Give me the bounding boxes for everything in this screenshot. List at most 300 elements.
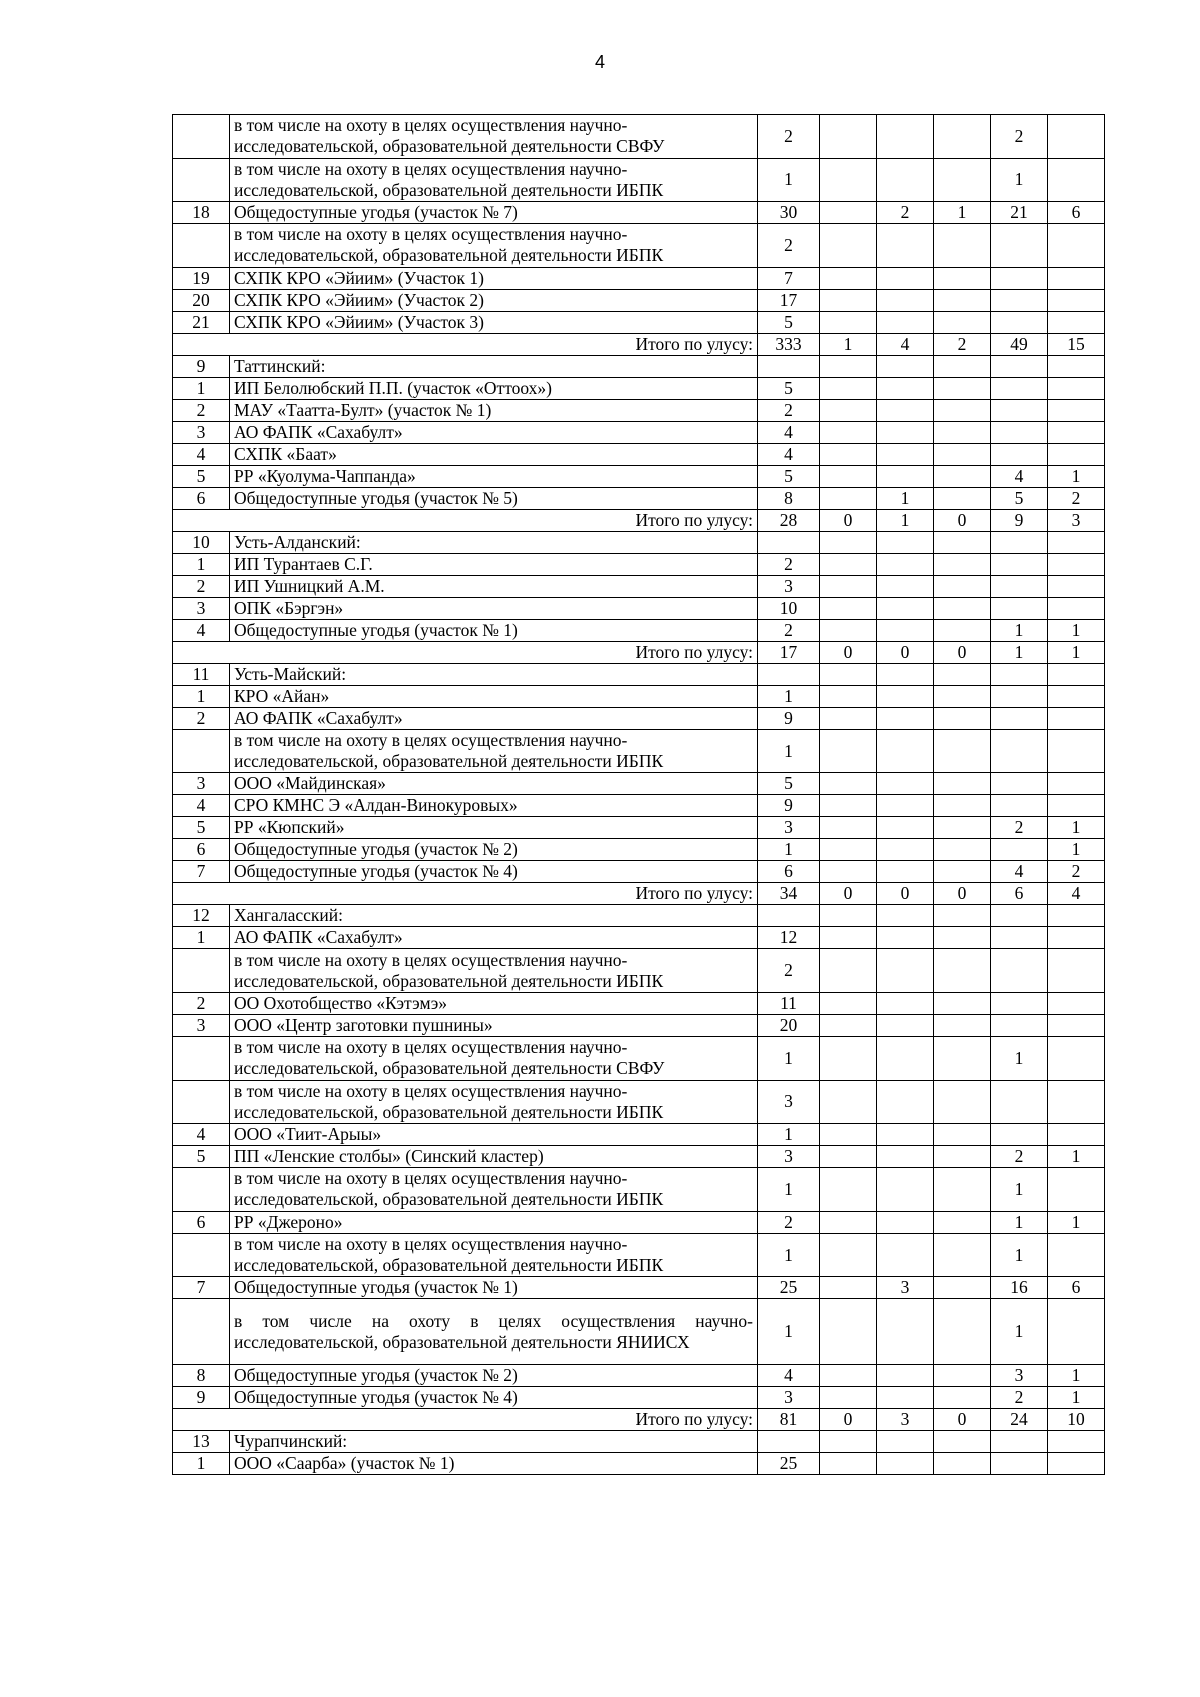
value-cell: 2 <box>758 553 820 575</box>
value-cell: 6 <box>758 861 820 883</box>
value-cell <box>934 1299 991 1364</box>
value-cell <box>934 795 991 817</box>
row-number: 5 <box>173 1146 230 1168</box>
table-row <box>173 729 1105 773</box>
table-row <box>173 158 1105 202</box>
value-cell: 3 <box>758 817 820 839</box>
value-cell <box>991 267 1048 289</box>
value-cell: 5 <box>991 487 1048 509</box>
value-cell <box>1048 1036 1105 1080</box>
table-row <box>173 1299 1105 1364</box>
value-cell: 0 <box>820 641 877 663</box>
value-cell <box>1048 795 1105 817</box>
value-cell: 8 <box>758 487 820 509</box>
table-row <box>173 202 1105 224</box>
row-number <box>173 158 230 202</box>
value-cell <box>877 1036 934 1080</box>
value-cell <box>1048 311 1105 333</box>
row-name: АО ФАПК «Сахабулт» <box>230 421 758 443</box>
value-cell: 0 <box>820 883 877 905</box>
value-cell: 3 <box>758 1146 820 1168</box>
value-cell <box>877 729 934 773</box>
table-row <box>173 773 1105 795</box>
value-cell: 30 <box>758 202 820 224</box>
value-cell <box>820 531 877 553</box>
row-number: 2 <box>173 575 230 597</box>
value-cell <box>934 1277 991 1299</box>
value-cell <box>991 795 1048 817</box>
value-cell <box>991 839 1048 861</box>
row-number: 10 <box>173 531 230 553</box>
table-row <box>173 115 1105 159</box>
value-cell <box>934 597 991 619</box>
value-cell: 3 <box>877 1277 934 1299</box>
row-number: 1 <box>173 685 230 707</box>
value-cell <box>934 158 991 202</box>
value-cell: 0 <box>934 1408 991 1430</box>
value-cell <box>877 992 934 1014</box>
value-cell <box>934 377 991 399</box>
row-number: 11 <box>173 663 230 685</box>
value-cell <box>934 399 991 421</box>
table-row <box>173 1277 1105 1299</box>
value-cell <box>934 1430 991 1452</box>
value-cell <box>1048 267 1105 289</box>
row-name: в том числе на охоту в целях осуществления научно-исследовательской, образовательной деятельности ИБПК <box>230 1233 758 1277</box>
value-cell: 1 <box>1048 1146 1105 1168</box>
value-cell <box>820 1211 877 1233</box>
row-number: 21 <box>173 311 230 333</box>
value-cell <box>820 597 877 619</box>
value-cell <box>991 1452 1048 1474</box>
row-number: 5 <box>173 817 230 839</box>
table-row <box>173 1036 1105 1080</box>
row-number: 5 <box>173 465 230 487</box>
value-cell <box>1048 729 1105 773</box>
value-cell <box>877 685 934 707</box>
value-cell: 1 <box>758 1124 820 1146</box>
value-cell <box>877 1386 934 1408</box>
value-cell <box>877 949 934 993</box>
total-row <box>173 333 1105 355</box>
value-cell <box>820 817 877 839</box>
value-cell <box>877 1233 934 1277</box>
total-row <box>173 641 1105 663</box>
table-row <box>173 1452 1105 1474</box>
value-cell: 1 <box>991 1233 1048 1277</box>
value-cell: 9 <box>758 795 820 817</box>
value-cell <box>1048 289 1105 311</box>
value-cell <box>1048 421 1105 443</box>
row-number: 1 <box>173 1452 230 1474</box>
value-cell <box>877 575 934 597</box>
quota-table <box>172 114 1105 1475</box>
value-cell <box>877 1452 934 1474</box>
value-cell <box>1048 905 1105 927</box>
value-cell <box>820 1277 877 1299</box>
value-cell <box>758 531 820 553</box>
value-cell <box>991 949 1048 993</box>
table-row <box>173 619 1105 641</box>
value-cell: 1 <box>1048 641 1105 663</box>
value-cell <box>934 905 991 927</box>
row-number: 8 <box>173 1364 230 1386</box>
value-cell: 0 <box>820 1408 877 1430</box>
row-name: в том числе на охоту в целях осуществления научно-исследовательской, образовательной деятельности ИБПК <box>230 949 758 993</box>
value-cell: 2 <box>758 1211 820 1233</box>
table-row <box>173 1014 1105 1036</box>
value-cell: 0 <box>934 509 991 531</box>
value-cell <box>820 1080 877 1124</box>
row-name: АО ФАПК «Сахабулт» <box>230 707 758 729</box>
value-cell <box>1048 575 1105 597</box>
row-number <box>173 1168 230 1212</box>
value-cell <box>877 1168 934 1212</box>
value-cell <box>1048 992 1105 1014</box>
value-cell <box>934 1386 991 1408</box>
table-row <box>173 421 1105 443</box>
value-cell <box>991 443 1048 465</box>
value-cell: 4 <box>877 333 934 355</box>
value-cell <box>991 575 1048 597</box>
value-cell <box>877 1124 934 1146</box>
district-name: Чурапчинский: <box>230 1430 758 1452</box>
value-cell: 1 <box>991 619 1048 641</box>
value-cell <box>991 421 1048 443</box>
value-cell <box>758 905 820 927</box>
total-label: Итого по улусу: <box>173 641 758 663</box>
value-cell <box>1048 773 1105 795</box>
value-cell <box>934 619 991 641</box>
value-cell <box>991 531 1048 553</box>
value-cell: 1 <box>991 1036 1048 1080</box>
value-cell <box>820 267 877 289</box>
row-name: ООО «Саарба» (участок № 1) <box>230 1452 758 1474</box>
value-cell <box>991 685 1048 707</box>
table-row <box>173 707 1105 729</box>
value-cell <box>877 311 934 333</box>
row-number <box>173 949 230 993</box>
value-cell: 5 <box>758 311 820 333</box>
table-row <box>173 1124 1105 1146</box>
value-cell: 12 <box>758 927 820 949</box>
value-cell <box>877 465 934 487</box>
value-cell: 1 <box>1048 1211 1105 1233</box>
total-label: Итого по улусу: <box>173 509 758 531</box>
value-cell <box>877 707 934 729</box>
value-cell <box>877 795 934 817</box>
value-cell <box>820 355 877 377</box>
value-cell <box>991 905 1048 927</box>
row-number <box>173 224 230 268</box>
value-cell <box>991 1080 1048 1124</box>
total-row <box>173 1408 1105 1430</box>
value-cell <box>934 311 991 333</box>
value-cell: 4 <box>758 1364 820 1386</box>
table-row <box>173 597 1105 619</box>
value-cell: 2 <box>991 115 1048 159</box>
value-cell <box>934 553 991 575</box>
row-name: в том числе на охоту в целях осуществления научно-исследовательской, образовательной деятельности ИБПК <box>230 1168 758 1212</box>
table-row <box>173 795 1105 817</box>
value-cell <box>934 355 991 377</box>
value-cell <box>934 1124 991 1146</box>
value-cell <box>820 289 877 311</box>
value-cell <box>1048 1014 1105 1036</box>
row-name: ОО Охотобщество «Кэтэмэ» <box>230 992 758 1014</box>
value-cell <box>877 597 934 619</box>
value-cell <box>991 377 1048 399</box>
value-cell: 25 <box>758 1277 820 1299</box>
value-cell <box>877 531 934 553</box>
value-cell <box>877 927 934 949</box>
row-number: 4 <box>173 1124 230 1146</box>
row-number: 3 <box>173 421 230 443</box>
value-cell: 81 <box>758 1408 820 1430</box>
value-cell <box>820 992 877 1014</box>
value-cell <box>820 685 877 707</box>
value-cell <box>820 553 877 575</box>
value-cell: 3 <box>758 575 820 597</box>
value-cell <box>877 443 934 465</box>
page-number: 4 <box>594 52 605 72</box>
value-cell: 1 <box>1048 465 1105 487</box>
value-cell: 0 <box>877 641 934 663</box>
value-cell <box>820 202 877 224</box>
value-cell: 0 <box>820 509 877 531</box>
table-row <box>173 949 1105 993</box>
value-cell <box>1048 1452 1105 1474</box>
value-cell: 3 <box>758 1080 820 1124</box>
row-number <box>173 1233 230 1277</box>
row-number <box>173 115 230 159</box>
value-cell: 2 <box>991 1386 1048 1408</box>
row-name: ООО «Центр заготовки пушнины» <box>230 1014 758 1036</box>
value-cell: 3 <box>991 1364 1048 1386</box>
value-cell: 1 <box>758 729 820 773</box>
value-cell <box>820 1364 877 1386</box>
value-cell <box>934 949 991 993</box>
value-cell: 1 <box>1048 1386 1105 1408</box>
district-row <box>173 663 1105 685</box>
value-cell <box>820 465 877 487</box>
row-name: в том числе на охоту в целях осуществления научно-исследовательской, образовательной деятельности ИБПК <box>230 1080 758 1124</box>
row-name: ИП Белолюбский П.П. (участок «Оттоох») <box>230 377 758 399</box>
row-name: Общедоступные угодья (участок № 4) <box>230 1386 758 1408</box>
value-cell: 28 <box>758 509 820 531</box>
value-cell <box>820 377 877 399</box>
value-cell: 1 <box>877 509 934 531</box>
district-row <box>173 1430 1105 1452</box>
row-number: 12 <box>173 905 230 927</box>
table-row <box>173 289 1105 311</box>
value-cell: 16 <box>991 1277 1048 1299</box>
row-number: 13 <box>173 1430 230 1452</box>
row-number: 1 <box>173 377 230 399</box>
value-cell <box>820 487 877 509</box>
value-cell <box>991 311 1048 333</box>
table-row <box>173 487 1105 509</box>
row-name: ООО «Тиит-Арыы» <box>230 1124 758 1146</box>
value-cell: 1 <box>934 202 991 224</box>
value-cell <box>1048 1168 1105 1212</box>
value-cell: 20 <box>758 1014 820 1036</box>
value-cell: 9 <box>991 509 1048 531</box>
table-row <box>173 575 1105 597</box>
value-cell <box>934 992 991 1014</box>
value-cell <box>877 267 934 289</box>
value-cell: 4 <box>1048 883 1105 905</box>
table-row <box>173 839 1105 861</box>
value-cell <box>1048 115 1105 159</box>
table-row <box>173 1386 1105 1408</box>
value-cell <box>991 1124 1048 1146</box>
row-name: Общедоступные угодья (участок № 2) <box>230 839 758 861</box>
value-cell <box>934 1211 991 1233</box>
value-cell <box>758 355 820 377</box>
total-row <box>173 509 1105 531</box>
value-cell: 6 <box>991 883 1048 905</box>
value-cell <box>820 729 877 773</box>
total-label: Итого по улусу: <box>173 333 758 355</box>
value-cell: 1 <box>820 333 877 355</box>
row-number: 7 <box>173 1277 230 1299</box>
value-cell: 1 <box>1048 619 1105 641</box>
row-number: 6 <box>173 839 230 861</box>
value-cell <box>1048 355 1105 377</box>
value-cell <box>877 1364 934 1386</box>
value-cell <box>934 1014 991 1036</box>
table-row <box>173 267 1105 289</box>
value-cell: 6 <box>1048 202 1105 224</box>
value-cell <box>1048 949 1105 993</box>
value-cell <box>877 1211 934 1233</box>
row-name: МАУ «Таатта-Булт» (участок № 1) <box>230 399 758 421</box>
value-cell: 24 <box>991 1408 1048 1430</box>
value-cell: 49 <box>991 333 1048 355</box>
value-cell: 1 <box>758 1233 820 1277</box>
row-name: КРО «Айан» <box>230 685 758 707</box>
row-number <box>173 1299 230 1364</box>
table-row <box>173 1211 1105 1233</box>
value-cell <box>877 663 934 685</box>
row-name: ИП Турантаев С.Г. <box>230 553 758 575</box>
value-cell <box>934 861 991 883</box>
value-cell <box>934 707 991 729</box>
district-name: Таттинский: <box>230 355 758 377</box>
value-cell <box>877 115 934 159</box>
row-number: 4 <box>173 619 230 641</box>
row-number: 2 <box>173 992 230 1014</box>
value-cell <box>877 773 934 795</box>
value-cell <box>1048 224 1105 268</box>
table-row <box>173 992 1105 1014</box>
row-number: 4 <box>173 795 230 817</box>
value-cell: 2 <box>758 949 820 993</box>
table-row <box>173 1080 1105 1124</box>
row-name: в том числе на охоту в целях осуществления научно-исследовательской, образовательной деятельности ИБПК <box>230 224 758 268</box>
value-cell <box>1048 553 1105 575</box>
total-label: Итого по улусу: <box>173 1408 758 1430</box>
value-cell <box>1048 377 1105 399</box>
value-cell <box>877 399 934 421</box>
row-name: СХПК КРО «Эйиим» (Участок 1) <box>230 267 758 289</box>
value-cell: 11 <box>758 992 820 1014</box>
value-cell <box>991 399 1048 421</box>
value-cell: 10 <box>758 597 820 619</box>
value-cell: 1 <box>991 641 1048 663</box>
value-cell: 1 <box>758 1168 820 1212</box>
row-name: в том числе на охоту в целях осуществления научно-исследовательской, образовательной деятельности СВФУ <box>230 115 758 159</box>
value-cell <box>877 817 934 839</box>
value-cell <box>934 1146 991 1168</box>
value-cell <box>820 927 877 949</box>
value-cell <box>820 443 877 465</box>
value-cell <box>934 773 991 795</box>
table-row <box>173 1168 1105 1212</box>
value-cell: 5 <box>758 773 820 795</box>
value-cell <box>877 1299 934 1364</box>
value-cell <box>820 224 877 268</box>
table-row <box>173 443 1105 465</box>
row-name: СХПК КРО «Эйиим» (Участок 3) <box>230 311 758 333</box>
value-cell: 2 <box>1048 487 1105 509</box>
value-cell: 2 <box>1048 861 1105 883</box>
value-cell <box>934 575 991 597</box>
table-row <box>173 1146 1105 1168</box>
value-cell <box>877 905 934 927</box>
row-number: 3 <box>173 1014 230 1036</box>
value-cell <box>934 267 991 289</box>
row-name: РР «Кюпский» <box>230 817 758 839</box>
value-cell <box>1048 1233 1105 1277</box>
table-row <box>173 465 1105 487</box>
row-name: РР «Куолума-Чаппанда» <box>230 465 758 487</box>
quota-table-body <box>173 115 1105 1475</box>
value-cell <box>877 1146 934 1168</box>
value-cell <box>820 399 877 421</box>
value-cell <box>820 1430 877 1452</box>
value-cell: 9 <box>758 707 820 729</box>
value-cell <box>1048 443 1105 465</box>
value-cell <box>877 619 934 641</box>
value-cell <box>1048 1430 1105 1452</box>
row-number: 1 <box>173 927 230 949</box>
value-cell <box>934 531 991 553</box>
value-cell: 2 <box>934 333 991 355</box>
value-cell: 3 <box>877 1408 934 1430</box>
row-number: 19 <box>173 267 230 289</box>
value-cell: 1 <box>991 158 1048 202</box>
row-name: в том числе на охоту в целях осуществления научно-исследовательской, образовательной деятельности СВФУ <box>230 1036 758 1080</box>
value-cell <box>934 1233 991 1277</box>
row-name: СРО КМНС Э «Алдан-Винокуровых» <box>230 795 758 817</box>
value-cell <box>1048 1299 1105 1364</box>
value-cell <box>820 115 877 159</box>
row-name: СХПК «Баат» <box>230 443 758 465</box>
row-number: 3 <box>173 597 230 619</box>
row-number <box>173 1080 230 1124</box>
value-cell <box>934 443 991 465</box>
value-cell <box>934 1364 991 1386</box>
value-cell <box>877 1080 934 1124</box>
value-cell <box>1048 531 1105 553</box>
district-name: Усть-Майский: <box>230 663 758 685</box>
value-cell <box>991 707 1048 729</box>
value-cell: 10 <box>1048 1408 1105 1430</box>
value-cell <box>991 355 1048 377</box>
value-cell: 1 <box>877 487 934 509</box>
